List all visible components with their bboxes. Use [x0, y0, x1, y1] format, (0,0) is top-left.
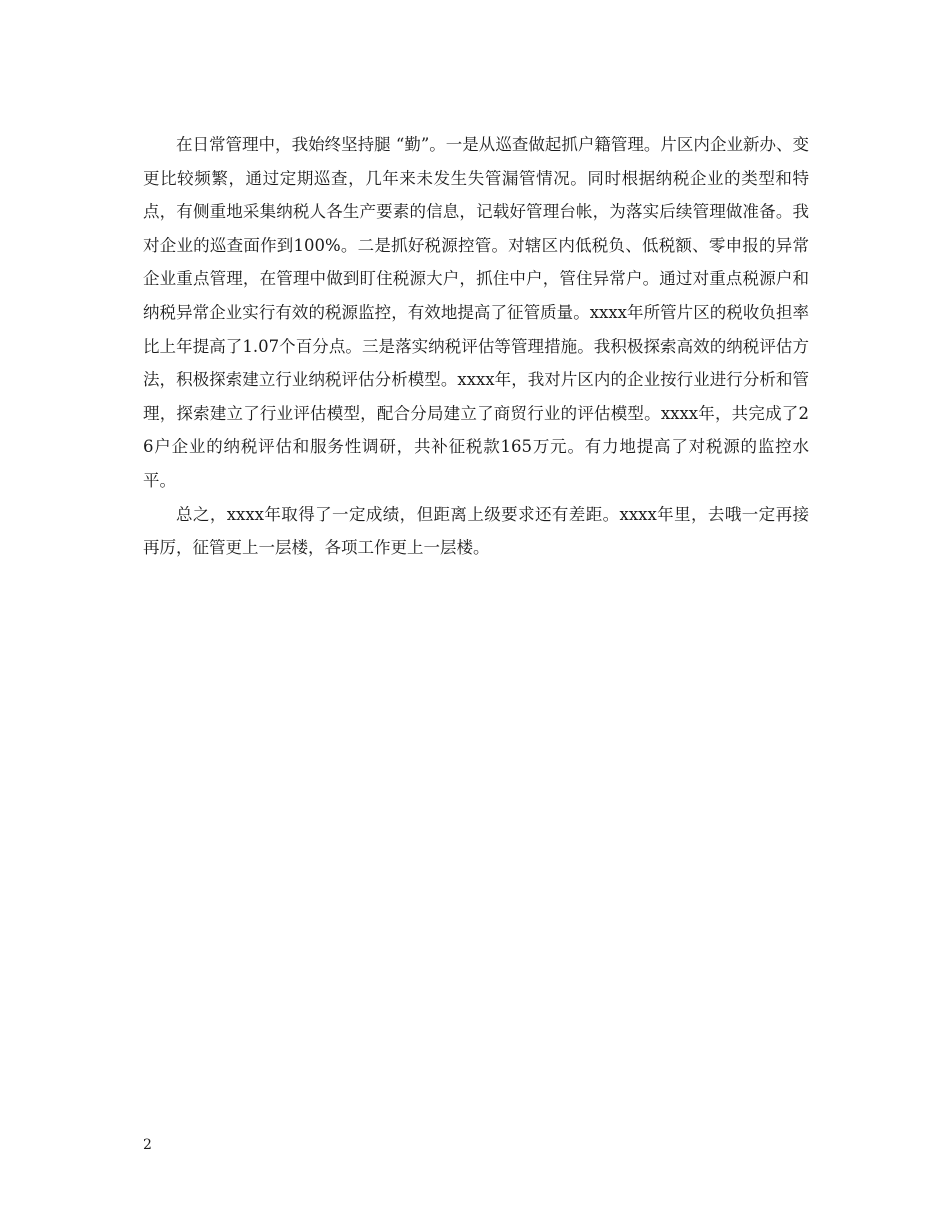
page-number: 2: [143, 1137, 152, 1153]
paragraph-summary: 总之，xxxx年取得了一定成绩，但距离上级要求还有差距。xxxx年里，去哦一定再接再厉，征管更上一层楼，各项工作更上一层楼。: [143, 504, 809, 558]
paragraph-diligence: 在日常管理中，我始终坚持腿 “勤”。一是从巡查做起抓户籍管理。片区内企业新办、变更比较频繁，通过定期巡查，几年来未发生失管漏管情况。同时根据纳税企业的类型和特点，有侧重地采集纳税人各生产要素的信息，记载好管理台帐，为落实后续管理做准备。我对企业的巡查面作到100%。二是抓好税源控管。对辖区内低税负、低税额、零申报的异常企业重点管理，在管理中做到盯住税源大户，抓住中户，管住异常户。通过对重点税源户和纳税异常企业实行有效的税源监控，有效地提高了征管质量。xxxx年所管片区的税收负担率比上年提高了1.07个百分点。三是落实纳税评估等管理措施。我积极探索高效的纳税评估方法，积极探索建立行业纳税评估分析模型。xxxx年，我对片区内的企业按行业进行分析和管理，探索建立了行业评估模型，配合分局建立了商贸行业的评估模型。xxxx年，共完成了26户企业的纳税评估和服务性调研，共补征税款165万元。有力地提高了对税源的监控水平。: [143, 135, 809, 490]
body-text: [143, 128, 809, 565]
